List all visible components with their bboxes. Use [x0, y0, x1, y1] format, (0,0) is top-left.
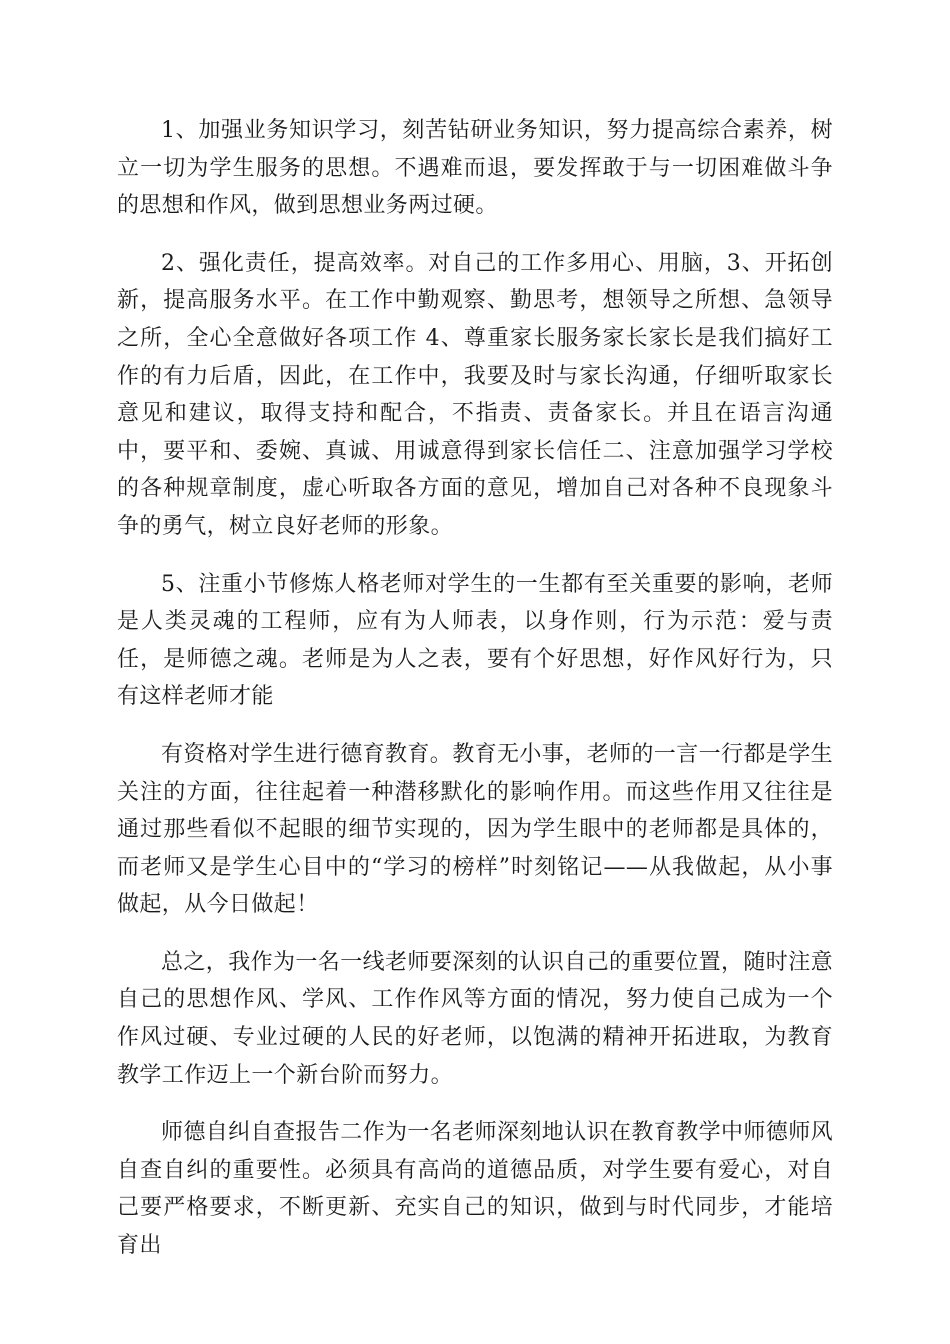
paragraph-4: 有资格对学生进行德育教育。教育无小事，老师的一言一行都是学生关注的方面，往往起着一种潜移默化的影响作用。而这些作用又往往是通过那些看似不起眼的细节实现的，因为学生眼中的老师都是具体的，而老师又是学生心目中的“学习的榜样”时刻铭记——从我做起，从小事做起，从今日做起！ [117, 741, 834, 918]
paragraph-5: 总之，我作为一名一线老师要深刻的认识自己的重要位置，随时注意自己的思想作风、学风、工作作风等方面的情况，努力使自己成为一个作风过硬、专业过硬的人民的好老师，以饱满的精神开拓进取，为教育教学工作迈上一个新台阶而努力。 [117, 949, 834, 1088]
paragraph-3: 5、注重小节修炼人格老师对学生的一生都有至关重要的影响，老师是人类灵魂的工程师，应有为人师表，以身作则，行为示范：爱与责任，是师德之魂。老师是为人之表，要有个好思想，好作风好行为，只有这样老师才能 [117, 571, 833, 710]
paragraph-1: 1、加强业务知识学习，刻苦钻研业务知识，努力提高综合素养，树立一切为学生服务的思想。不遇难而退，要发挥敢于与一切困难做斗争的思想和作风，做到思想业务两过硬。 [117, 118, 833, 219]
paragraph-6: 师德自纠自查报告二作为一名老师深刻地认识在教育教学中师德师风自查自纠的重要性。必须具有高尚的道德品质，对学生要有爱心，对自己要严格要求，不断更新、充实自己的知识，做到与时代同步，才能培育出 [117, 1120, 834, 1259]
document-page [117, 112, 833, 1285]
paragraph-2: 2、强化责任，提高效率。对自己的工作多用心、用脑，3、开拓创新，提高服务水平。在工作中勤观察、勤思考，想领导之所想、急领导之所，全心全意做好各项工作 4、尊重家长服务家长家长是我们搞好工作的有力后盾，因此，在工作中，我要及时与家长沟通，仔细听取家长意见和建议，取得支持和配合，不指责、责备家长。并且在语言沟通中，要平和、委婉、真诚、用诚意得到家长信任二、注意加强学习学校的各种规章制度，虚心听取各方面的意见，增加自己对各种不良现象斗争的勇气，树立良好老师的形象。 [117, 250, 833, 539]
